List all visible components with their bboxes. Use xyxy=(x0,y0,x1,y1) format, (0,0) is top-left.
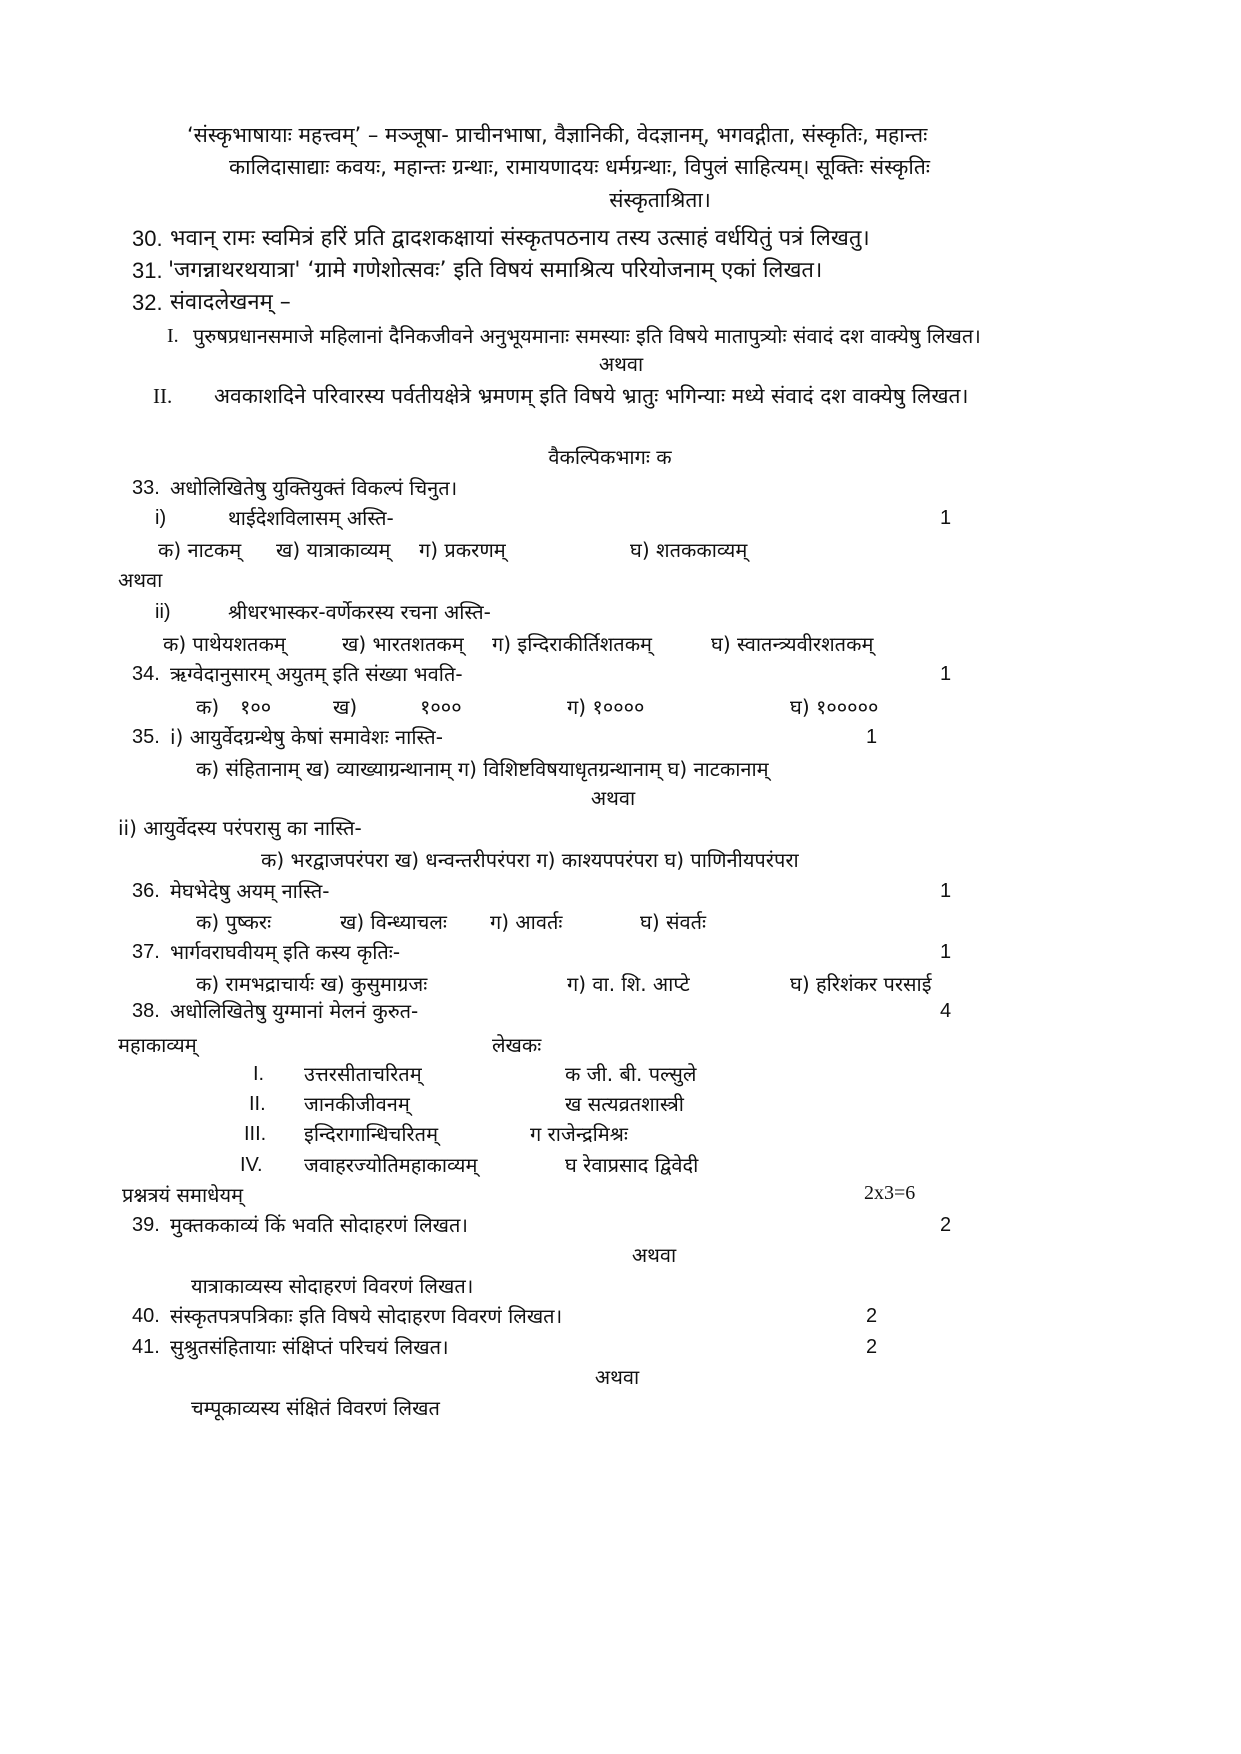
options-ab: क) रामभद्राचार्यः ख) कुसुमाग्रजः xyxy=(196,972,428,996)
column-header-right: लेखकः xyxy=(492,1033,542,1057)
option-d: घ) १००००० xyxy=(790,695,879,719)
question-number: 34. xyxy=(132,663,160,685)
match-row-number: III. xyxy=(244,1123,267,1145)
match-row-left: जवाहरज्योतिमहाकाव्यम् xyxy=(304,1153,478,1177)
question-text: मुक्तककाव्यं किं भवति सोदाहरणं लिखत। xyxy=(170,1213,468,1237)
match-row-number: IV. xyxy=(240,1154,263,1176)
option-d: घ) शतककाव्यम् xyxy=(630,538,748,562)
option-b-value: १००० xyxy=(420,695,462,719)
section-title: वैकल्पिकभागः क xyxy=(548,445,672,469)
marks: 2 xyxy=(940,1214,952,1236)
marks: 2 xyxy=(866,1336,878,1358)
question-number: 31. xyxy=(132,258,163,283)
options-line: क) भरद्वाजपरंपरा ख) धन्वन्तरीपरंपरा ग) काश्यपपरंपरा घ) पाणिनीयपरंपरा xyxy=(261,848,799,872)
question-number: 41. xyxy=(132,1336,160,1358)
option-a: क) नाटकम् xyxy=(158,538,242,562)
instruction-marks: 2x3=6 xyxy=(864,1182,916,1204)
or-separator: अथवा xyxy=(598,352,644,376)
option-a-label: क) xyxy=(196,695,220,719)
option-c: ग) प्रकरणम् xyxy=(419,538,506,562)
marks: 2 xyxy=(866,1305,878,1327)
question-number: 37. xyxy=(132,941,160,963)
option-b: ख) यात्राकाव्यम् xyxy=(276,538,391,562)
intro-line-1: ‘संस्कृभाषायाः महत्त्वम्’ – मञ्जूषा- प्राचीनभाषा, वैज्ञानिकी, वेदज्ञानम्, भगवद्गीता, संस्कृतिः, महान्तः xyxy=(187,123,928,147)
option-b-label: ख) xyxy=(333,695,358,719)
option-c: ग) वा. शि. आप्टे xyxy=(567,972,690,996)
question-text: अधोलिखितेषु युक्तियुक्तं विकल्पं चिनुत। xyxy=(170,476,458,500)
question-text: ऋग्वेदानुसारम् अयुतम् इति संख्या भवति- xyxy=(170,662,463,686)
sub-question-text: थाईदेशविलासम् अस्ति- xyxy=(228,506,394,530)
question-number: 36. xyxy=(132,880,160,902)
intro-line-3: संस्कृताश्रिता। xyxy=(609,188,711,212)
match-row-left: उत्तरसीताचरितम् xyxy=(304,1062,422,1086)
match-row-right: ख सत्यव्रतशास्त्री xyxy=(565,1092,684,1116)
option-b: ख) विन्ध्याचलः xyxy=(340,910,447,934)
option-number: I. xyxy=(167,325,179,347)
column-header-left: महाकाव्यम् xyxy=(118,1033,197,1057)
intro-line-2: कालिदासाद्याः कवयः, महान्तः ग्रन्थाः, रामायणादयः धर्मग्रन्थाः, विपुलं साहित्यम्। सूक्तिः संस्कृतिः xyxy=(229,155,931,179)
match-row-left: इन्दिरागान्धिचरितम् xyxy=(304,1122,439,1146)
sub-question-text: ii) आयुर्वेदस्य परंपरासु का नास्ति- xyxy=(118,816,362,840)
question-number: 39. xyxy=(132,1214,160,1236)
option-number: II. xyxy=(153,384,173,408)
match-row-left: जानकीजीवनम् xyxy=(304,1092,410,1116)
sub-question-text: श्रीधरभास्कर-वर्णेकरस्य रचना अस्ति- xyxy=(228,600,491,624)
match-row-right: क जी. बी. पल्सुले xyxy=(565,1062,697,1086)
question-number: 35. xyxy=(132,726,160,748)
option-c: ग) १०००० xyxy=(567,695,645,719)
marks: 1 xyxy=(940,663,952,685)
match-row-number: I. xyxy=(253,1063,265,1085)
option-a: क) पाथेयशतकम् xyxy=(163,632,286,656)
question-text: संस्कृतपत्रपत्रिकाः इति विषये सोदाहरण विवरणं लिखत। xyxy=(170,1304,563,1328)
option-b: ख) भारतशतकम् xyxy=(342,632,464,656)
marks: 1 xyxy=(866,726,878,748)
option-a-value: १०० xyxy=(240,695,272,719)
instruction-text: प्रश्नत्रयं समाधेयम् xyxy=(122,1183,244,1207)
or-separator: अथवा xyxy=(118,568,163,592)
alternative-question: यात्राकाव्यस्य सोदाहरणं विवरणं लिखत। xyxy=(191,1274,474,1298)
option-text: अवकाशदिने परिवारस्य पर्वतीयक्षेत्रे भ्रमणम् इति विषये भ्रातुः भगिन्याः मध्ये संवादं दश वाक्येषु लिखत। xyxy=(214,384,969,408)
option-d: घ) हरिशंकर परसाई xyxy=(790,972,932,996)
option-d: घ) स्वातन्त्र्यवीरशतकम् xyxy=(711,632,874,656)
option-c: ग) आवर्तः xyxy=(490,910,563,934)
sub-question-number: ii) xyxy=(155,601,171,623)
sub-question-number: i) xyxy=(155,507,167,529)
question-number: 38. xyxy=(132,1000,160,1022)
question-number: 33. xyxy=(132,477,160,499)
option-a: क) पुष्करः xyxy=(196,910,272,934)
match-row-right: ग राजेन्द्रमिश्रः xyxy=(530,1122,628,1146)
question-text: भवान् रामः स्वमित्रं हरिं प्रति द्वादशकक्षायां संस्कृतपठनाय तस्य उत्साहं वर्धयितुं पत्रं लिखतु। xyxy=(170,226,870,251)
marks: 1 xyxy=(940,880,952,902)
or-separator: अथवा xyxy=(590,786,636,810)
question-number: 30. xyxy=(132,226,163,251)
options-line: क) संहितानाम् ख) व्याख्याग्रन्थानाम् ग) विशिष्टविषयाधृतग्रन्थानाम् घ) नाटकानाम् xyxy=(196,757,769,781)
question-text: 'जगन्नाथरथयात्रा' ‘ग्रामे गणेशोत्सवः’ इति विषयं समाश्रित्य परियोजनाम् एकां लिखत। xyxy=(168,258,823,283)
option-text: पुरुषप्रधानसमाजे महिलानां दैनिकजीवने अनुभूयमानाः समस्याः इति विषये मातापुत्र्योः संवादं दश वाक्येषु लिखत। xyxy=(193,324,981,348)
or-separator: अथवा xyxy=(631,1243,677,1267)
alternative-question: चम्पूकाव्यस्य संक्षितं विवरणं लिखत xyxy=(191,1396,440,1420)
question-text: सुश्रुतसंहितायाः संक्षिप्तं परिचयं लिखत। xyxy=(170,1335,449,1359)
option-d: घ) संवर्तः xyxy=(640,910,707,934)
option-c: ग) इन्दिराकीर्तिशतकम् xyxy=(492,632,653,656)
match-row-right: घ रेवाप्रसाद द्विवेदी xyxy=(565,1153,699,1177)
question-text: अधोलिखितेषु युग्मानां मेलनं कुरुत- xyxy=(170,999,419,1023)
marks: 1 xyxy=(940,507,952,529)
question-number: 32. xyxy=(132,290,163,315)
question-number: 40. xyxy=(132,1305,160,1327)
marks: 1 xyxy=(940,941,952,963)
match-row-number: II. xyxy=(249,1093,266,1115)
or-separator: अथवा xyxy=(594,1365,640,1389)
question-text: i) आयुर्वेदग्रन्थेषु केषां समावेशः नास्ति- xyxy=(170,725,443,749)
question-text: भार्गवराघवीयम् इति कस्य कृतिः- xyxy=(170,940,401,964)
question-text: संवादलेखनम् – xyxy=(170,290,291,315)
marks: 4 xyxy=(940,1000,952,1022)
question-text: मेघभेदेषु अयम् नास्ति- xyxy=(170,879,330,903)
